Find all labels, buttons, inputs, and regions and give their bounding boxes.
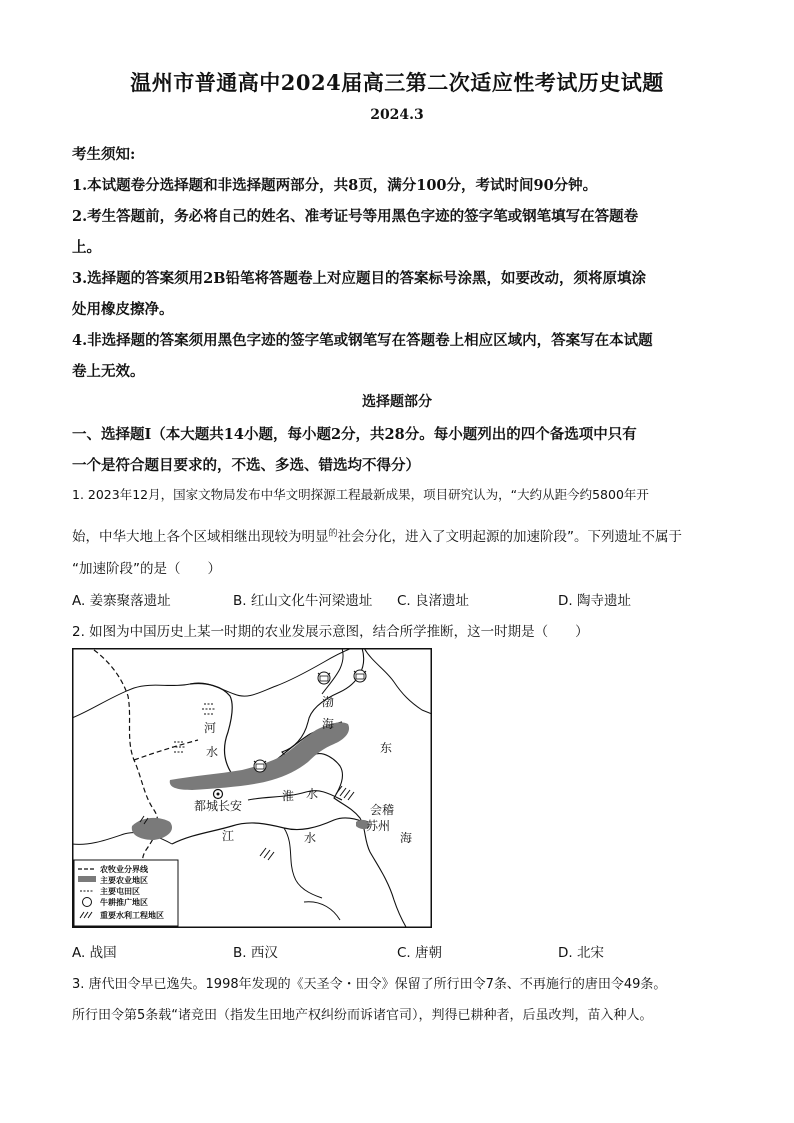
map-label-kuaiji: 会稽 — [370, 803, 395, 817]
q1-line-3: “加速阶段”的是（ ） — [72, 561, 221, 577]
q1-line-2-part-a: 始，中华大地上各个区域相继出现较为明显 — [72, 529, 329, 545]
map-label-jiang-shui: 水 — [304, 831, 317, 845]
q1-option-d: D. 陶寺遗址 — [558, 593, 631, 609]
q2-option-d: D. 北宋 — [558, 945, 604, 961]
legend-label-tuntian: 主要屯田区 — [100, 887, 140, 896]
notice-item-4-line-2: 卷上无效。 — [72, 363, 145, 380]
page-title: 温州市普通高中2024届高三第二次适应性考试历史试题 — [130, 70, 664, 95]
map-label-bohai-1: 渤 — [322, 695, 335, 709]
map-label-jiang: 江 — [222, 829, 235, 843]
legend-symbol-agri-area — [78, 876, 96, 882]
q1-option-a: A. 姜寨聚落遗址 — [72, 593, 171, 609]
map-label-huai-shui: 水 — [306, 787, 319, 801]
q1-line-1: 1. 2023年12月，国家文物局发布中华文明探源工程最新成果，项目研究认为，“大约从距今约5800年开 — [72, 487, 649, 502]
notice-item-3-line-1: 3.选择题的答案须用2B铅笔将答题卷上对应题目的答案标号涂黑，如要改动，须将原填涂 — [72, 270, 646, 287]
legend-label-ox: 牛耕推广地区 — [100, 898, 148, 907]
map-capital-marker — [214, 790, 223, 799]
notice-item-3-line-2: 处用橡皮擦净。 — [72, 301, 174, 318]
notice-item-2-line-2: 上。 — [72, 239, 101, 256]
map-label-shui: 水 — [206, 745, 219, 759]
q3-line-2: 所行田令第5条载“诸竞田（指发生田地产权纠纷而诉诸官司），判得已耕种者，后虽改判，苗入种人。 — [72, 1008, 653, 1023]
q1-line-2-superscript: 的 — [328, 529, 338, 539]
section-instruction-line-2: 一个是符合题目要求的，不选、多选、错选均不得分） — [72, 457, 420, 474]
notice-item-2-line-1: 2.考生答题前，务必将自己的姓名、准考证号等用黑色字迹的签字笔或钢笔填写在答题卷 — [72, 208, 639, 225]
map-label-huai: 淮 — [282, 789, 295, 803]
map-label-dong: 东 — [380, 741, 393, 755]
legend-symbol-ox-icon — [83, 898, 92, 907]
map-label-he: 河 — [204, 721, 217, 735]
map-ox-plough-icon-2 — [354, 670, 366, 682]
q1-option-b: B. 红山文化牛河梁遗址 — [233, 593, 373, 609]
q3-line-1: 3. 唐代田令早已逸失。1998年发现的《天圣令・田令》保留了所行田令7条、不再施行的唐田令49条。 — [72, 977, 667, 992]
q2-option-b: B. 西汉 — [233, 945, 278, 961]
map-ox-plough-icon-1 — [318, 672, 330, 684]
legend-label-boundary: 农牧业分界线 — [100, 865, 148, 874]
map-legend — [74, 860, 178, 926]
map-label-bohai-2: 海 — [322, 717, 335, 731]
map-ox-plough-icon-3 — [254, 760, 266, 772]
q2-option-a: A. 战国 — [72, 945, 117, 961]
q2-option-c: C. 唐朝 — [397, 945, 443, 961]
q2-line-1: 2. 如图为中国历史上某一时期的农业发展示意图，结合所学推断，这一时期是（ ） — [72, 624, 589, 640]
map-label-capital: 都城长安 — [194, 799, 243, 813]
q1-option-c: C. 良渚遗址 — [397, 593, 470, 609]
agriculture-map — [72, 648, 432, 928]
q1-line-2-part-b: 社会分化，进入了文明起源的加速阶段”。下列遗址不属于 — [337, 529, 683, 545]
notice-heading: 考生须知: — [72, 146, 136, 163]
q1-line-2 — [72, 525, 682, 545]
notice-item-1: 1.本试题卷分选择题和非选择题两部分，共8页，满分100分，考试时间90分钟。 — [72, 177, 598, 194]
map-label-suzhou: 苏州 — [366, 819, 391, 833]
exam-date: 2024.3 — [370, 107, 424, 123]
map-label-hai: 海 — [400, 831, 413, 845]
section-instruction-line-1: 一、选择题Ⅰ（本大题共14小题，每小题2分，共28分。每小题列出的四个备选项中只有 — [72, 426, 637, 443]
notice-item-4-line-1: 4.非选择题的答案须用黑色字迹的签字笔或钢笔写在答题卷上相应区域内，答案写在本试题 — [72, 332, 653, 349]
legend-label-water-project: 重要水利工程地区 — [100, 911, 164, 920]
legend-label-agri-area: 主要农业地区 — [100, 876, 148, 885]
section-title: 选择题部分 — [362, 394, 432, 410]
